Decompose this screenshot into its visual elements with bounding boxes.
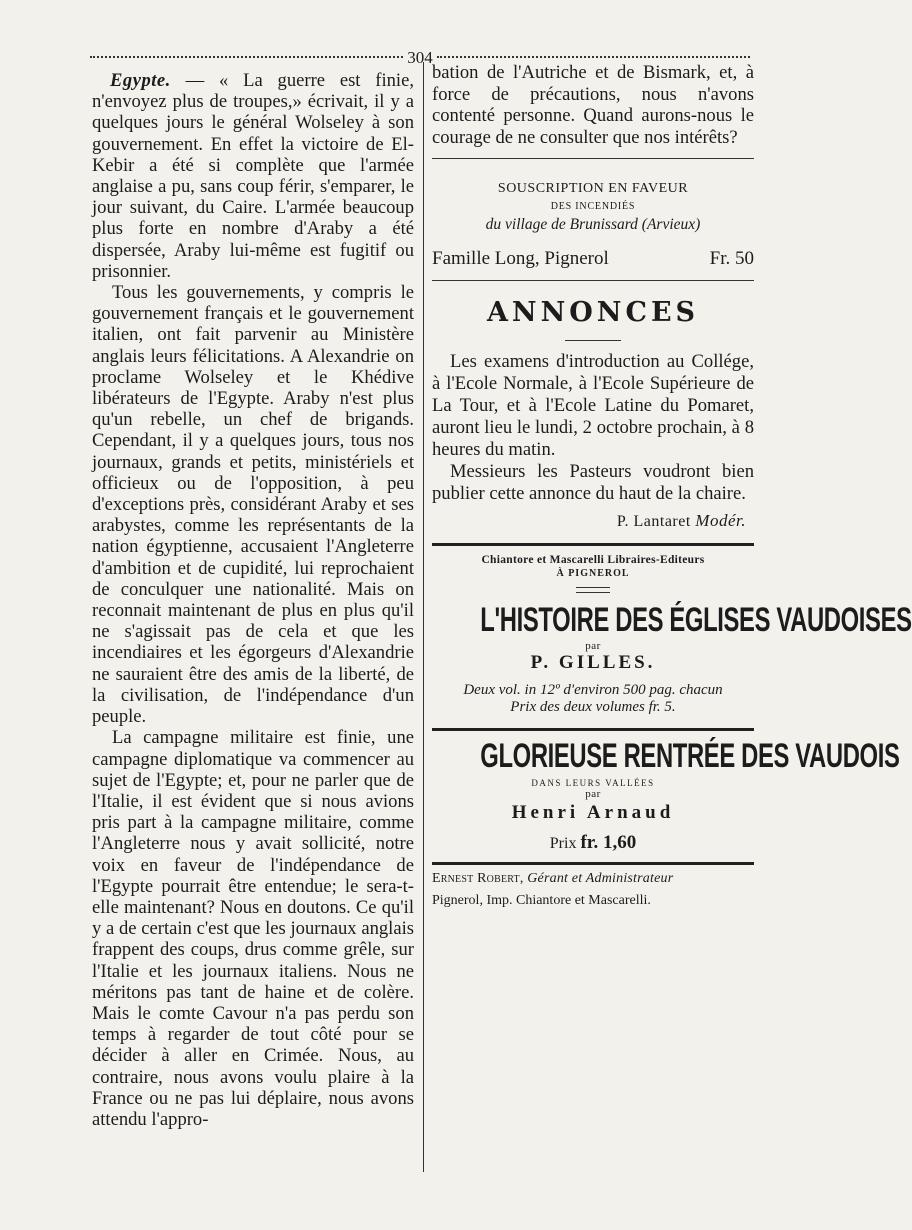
book-author: P. GILLES.: [530, 652, 656, 673]
double-rule: [576, 587, 610, 593]
gerant-line: [432, 871, 754, 887]
price-value: fr. 1,60: [580, 832, 637, 853]
book-title: GLORIEUSE RENTRÉE DES VAUDOIS: [480, 737, 900, 775]
section-divider: [432, 728, 754, 731]
subscription-place: du village de Brunissard (Arvieux): [485, 216, 701, 233]
subscription-subtitle: DES INCENDIÉS: [550, 201, 636, 212]
article-paragraph: [92, 70, 414, 282]
price-label: Prix: [549, 835, 577, 852]
imprint-line: Pignerol, Imp. Chiantore et Mascarelli.: [432, 893, 651, 908]
donation-amount: Fr. 50: [709, 248, 754, 269]
column-divider: [423, 62, 424, 1172]
header-rule-right: [437, 56, 750, 58]
section-divider: [432, 862, 754, 865]
book-title: L'HISTOIRE DES ÉGLISES VAUDOISES: [480, 601, 912, 639]
annonces-heading: ANNONCES: [486, 297, 700, 328]
signature-name: P. Lantaret: [616, 513, 691, 530]
announcement-paragraph: Messieurs les Pasteurs voudront bien publier cette annonce du haut de la chaire.: [432, 461, 754, 504]
gerant-name: Ernest Robert,: [432, 871, 524, 886]
announcement-paragraph: Les examens d'introduction au Collége, à l'Ecole Normale, à l'Ecole Supérieure de La Tour, et à l'Ecole Latine du Pomaret, auront lieu le lundi, 2 octobre prochain, à 8 heures du matin.: [432, 351, 754, 460]
book-par: par: [585, 788, 601, 800]
book-subtitle: DANS LEURS VALLÉES: [531, 778, 655, 788]
article-continuation: bation de l'Autriche et de Bismark, et, à force de précautions, nous n'avons contenté personne. Quand aurons-nous le courage de ne consulter que nos intérêts?: [432, 62, 754, 148]
announcement-signature: [432, 511, 754, 531]
section-divider: [432, 543, 754, 546]
donor-name: Famille Long, Pignerol: [432, 248, 609, 269]
section-divider: [432, 280, 754, 281]
book-author: Henri Arnaud: [511, 802, 675, 823]
gerant-title: Gérant et Administrateur: [527, 871, 674, 886]
book-par: par: [585, 640, 601, 652]
subscription-entry: [432, 248, 754, 270]
left-column: [92, 70, 414, 1130]
signature-title: Modér.: [695, 511, 746, 530]
publisher-name: Chiantore et Mascarelli Libraires-Editeurs: [481, 554, 705, 566]
article-text: — « La guerre est finie, n'envoyez plus de troupes,» écrivait, il y a quelques jours le général Wolseley à son gouvernement. En effet la victoire de El-Kebir a été si complète que l'armée anglaise a pu, sans coup férir, s'emparer, le jour suivant, du Caire. L'armée beaucoup plus forte en nombre d'Araby a été dispersée, Araby lui-même est fugitif ou prisonnier.: [92, 70, 414, 282]
article-paragraph: La campagne militaire est finie, une campagne diplomatique va commencer au sujet de l'Egypte; et, pour ne parler que de l'Italie, il est évident que si nous avions pris part à la campagne militaire, comme l'Angleterre nous y avait sollicité, notre voix en faveur de l'indépendance de l'Egypte pourrait être entendue; le sera-t-elle maintenant? Nous en doutons. Ce qu'il y a de certain c'est que les journaux anglais frappent des coups, drus comme grêle, sur l'Italie et les journaux italiens. Nous ne méritons pas tant de haine et de colère. Mais le comte Cavour n'a pas perdu son temps à regarder de tout côté pour se décider à aller en Crimée. Nous, au contraire, nous avons voulu plaire à la France ou ne pas lui déplaire, nous avons attendu l'appro-: [92, 727, 414, 1130]
subscription-title: SOUSCRIPTION EN FAVEUR: [497, 181, 689, 196]
article-paragraph: Tous les gouvernements, y compris le gouvernement français et le gouvernement italien, ont fait parvenir au Ministère anglais leurs félicitations. A Alexandrie on proclame Wolseley et le Khédive libérateurs de l'Egypte. Araby n'est plus qu'un rebelle, un chef de brigands. Cependant, il y a quelques jours, tous nos journaux, grands et petits, ministériels et officieux ou de l'opposition, à peu d'exceptions près, considérant Araby et ses arabystes, comme les représentants de la nation égyptienne, accusaient l'Angleterre d'ambition et de cupidité, lui reprochaient de conculquer une nationalité. Mais on reconnait maintenant de plus en plus qu'il ne s'agissait pas de cela et que les incendiaires et les égorgeurs d'Alexandrie ne sauraient être des amis de la liberté, de la civilisation, de l'indépendance d'un peuple.: [92, 282, 414, 728]
book-price: [432, 832, 754, 854]
article-lead: Egypte.: [110, 70, 171, 91]
header-rule-left: [90, 56, 403, 58]
book-price: Prix des deux volumes fr. 5.: [510, 699, 676, 715]
right-column: [432, 62, 912, 909]
publisher-city: À PIGNEROL: [556, 568, 630, 579]
short-rule: [565, 340, 621, 341]
book-description: Deux vol. in 12º d'environ 500 pag. chacun: [463, 682, 723, 698]
page-number: 304: [407, 47, 433, 67]
section-divider: [432, 158, 754, 159]
